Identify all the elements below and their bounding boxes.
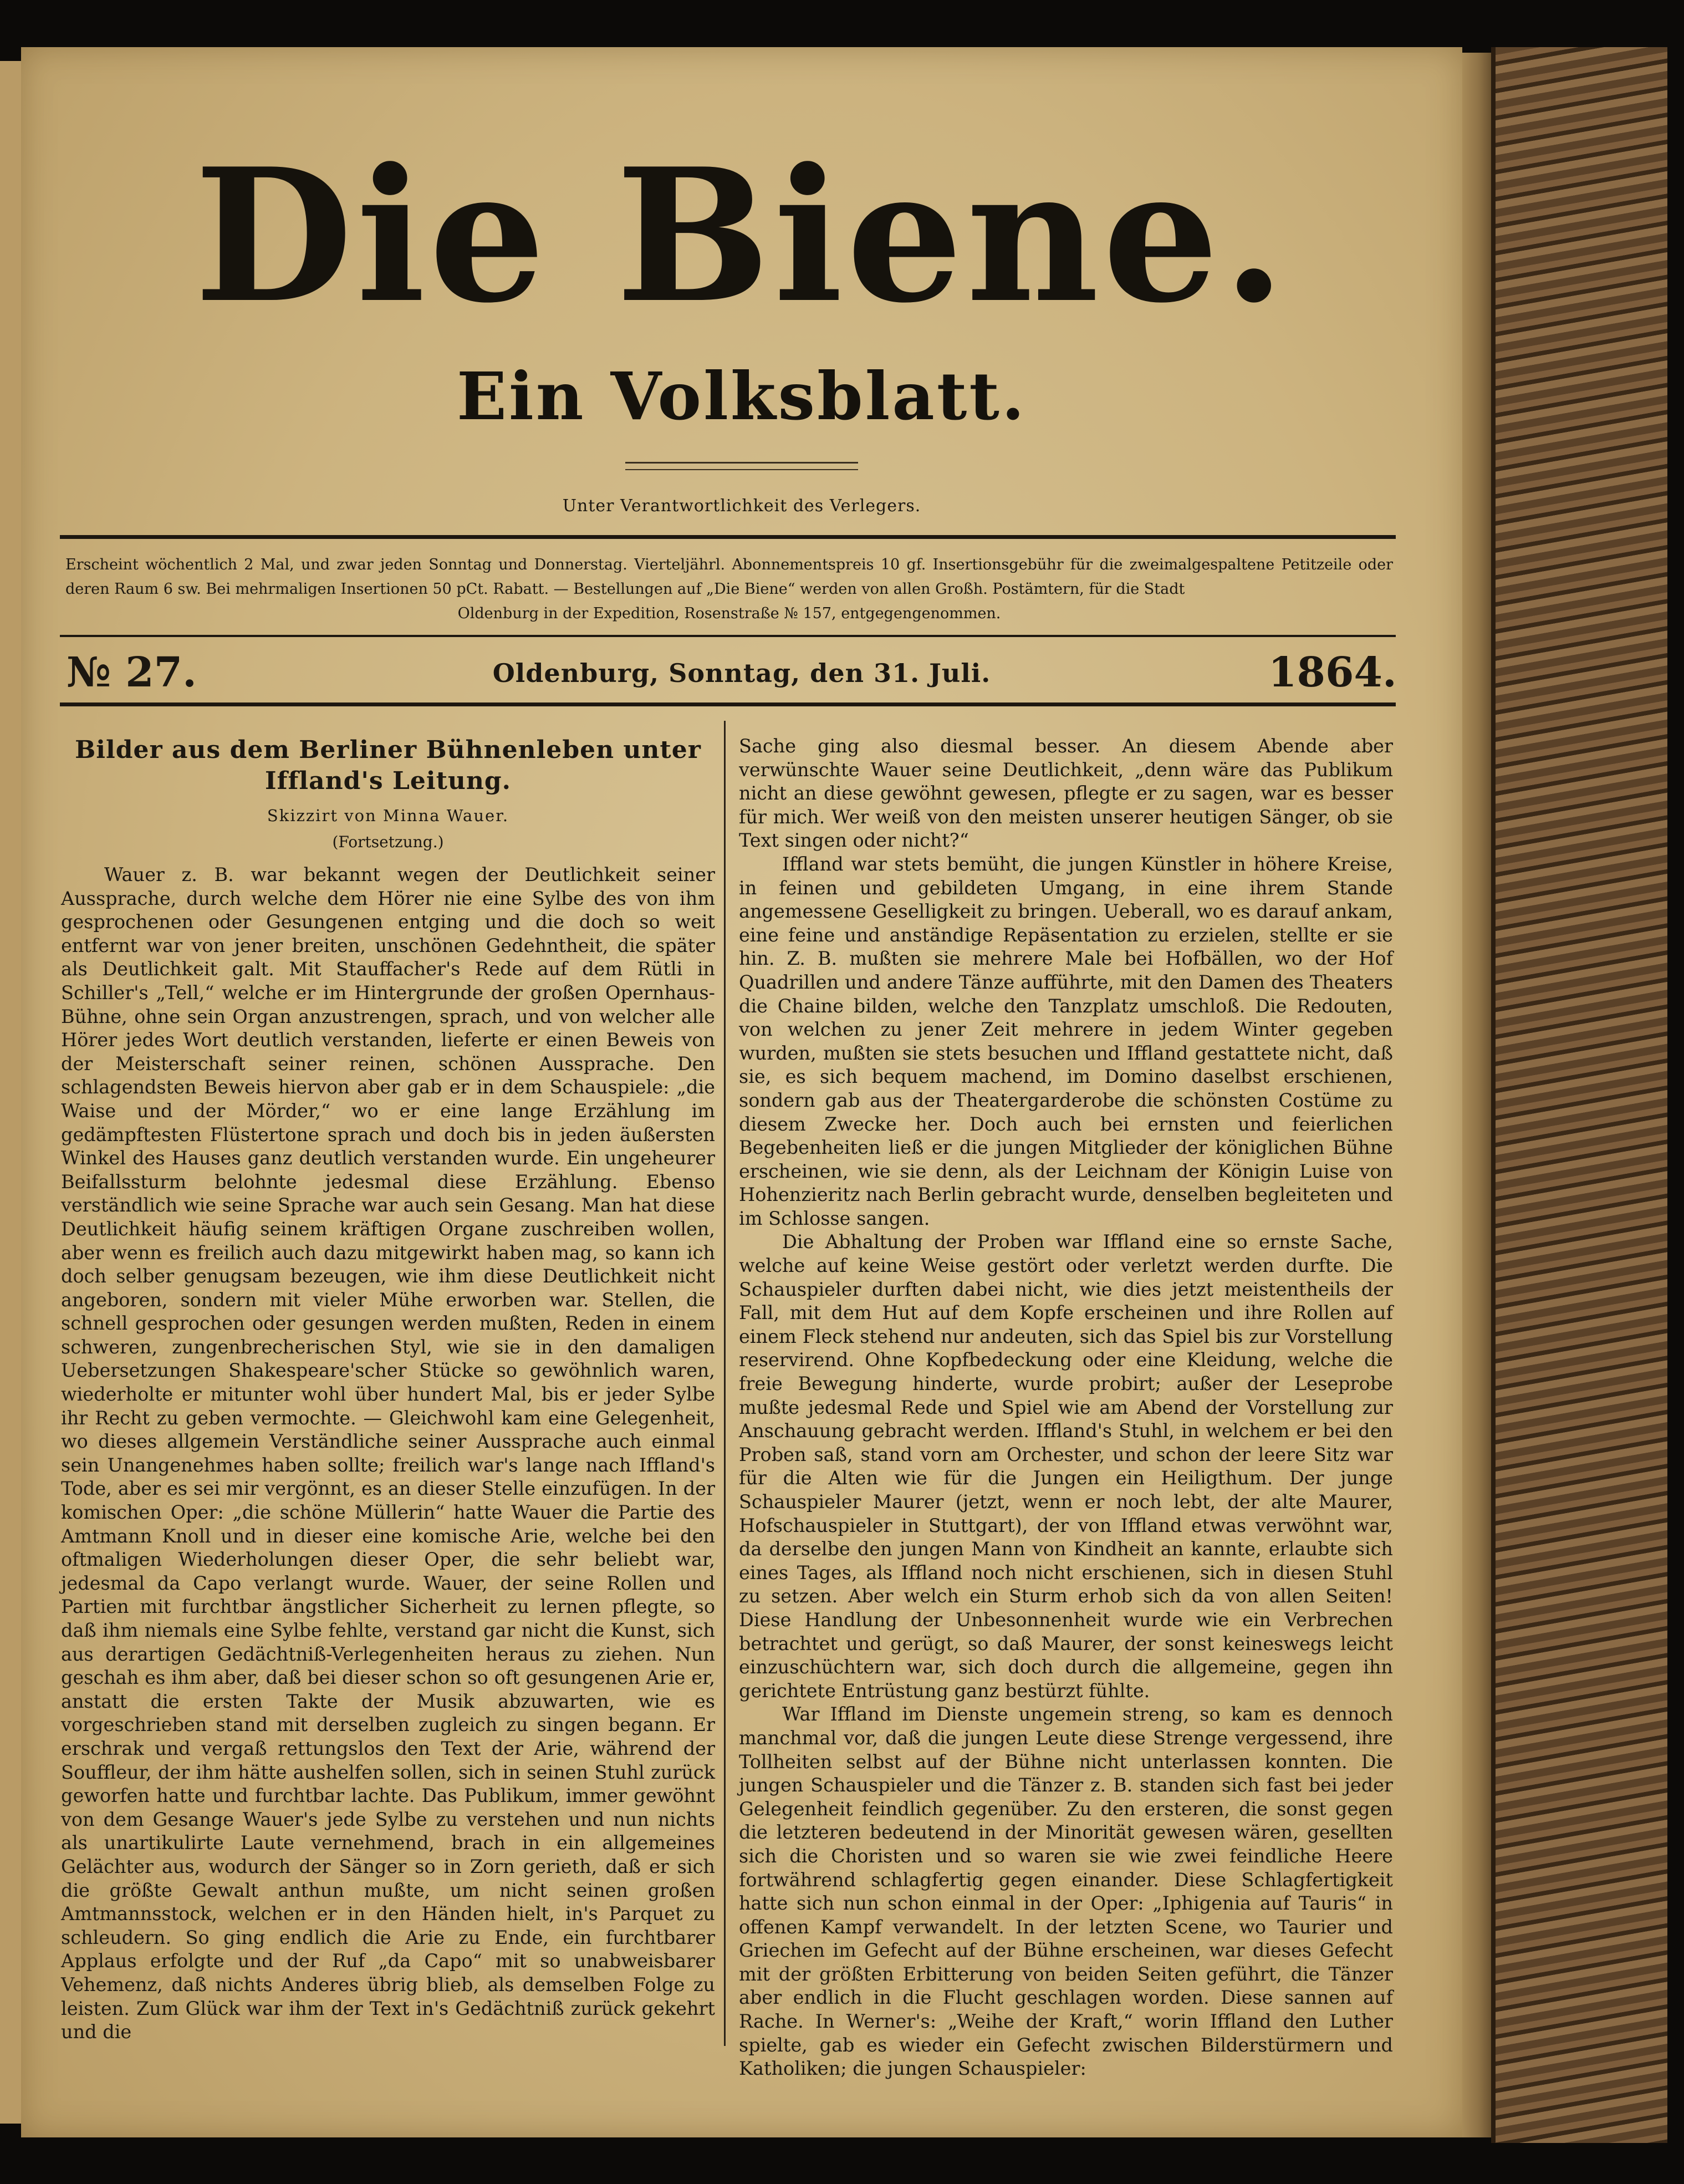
column-divider [724,721,726,2046]
issue-year: 1864. [1268,649,1397,696]
article-column-left [61,735,715,2044]
header-rule-top [60,535,1396,539]
article-column-right [739,735,1393,2081]
facing-page-edge [0,61,22,2124]
article-paragraph: Sache ging also diesmal besser. An diesem Abende aber verwünschte Wauer seine Deutlichkeit, „denn wäre das Publikum nicht an diese gewöhnt gewesen, pflegte er zu sagen, war es besser für mich. Wer weiß von den meisten unserer heutigen Sänger, ob sie Text singen oder nicht?“ [739,735,1393,852]
article-paragraph: War Iffland im Dienste ungemein streng, so kam es dennoch manchmal vor, daß die jungen Leute diese Strenge vergessend, ihre Tollheiten selbst auf der Bühne nicht unterlassen konnten. Die jungen Schauspieler und die Tänzer z. B. standen sich fast bei jeder Gelegenheit feindlich gegenüber. Zu den ersteren, die sonst gegen die letzteren bedeutend in der Minorität gewesen wären, gesellten sich die Choristen und so waren sie wie zwei feindliche Heere fortwährend schlagfertig gegen einander. Diese Schlagfertigkeit hatte sich nun schon einmal in der Oper: „Iphigenia auf Tauris“ in offenen Kampf verwandelt. In der letzten Scene, wo Taurier und Griechen im Gefecht auf der Bühne erscheinen, war dieses Gefecht mit der größten Erbitterung von beiden Seiten geführt, die Tänzer aber endlich in die Flucht geschlagen worden. Diese sannen auf Rache. In Werner's: „Weihe der Kraft,“ worin Iffland den Luther spielte, gab es wieder ein Gefecht zwischen Bilderstürmern und Katholiken; die jungen Schauspieler: [739,1703,1393,2080]
article-paragraph: Die Abhaltung der Proben war Iffland eine so ernste Sache, welche auf keine Weise gestört oder verletzt werden durfte. Die Schauspieler durften dabei nicht, wie dies jetzt meistentheils der Fall, mit dem Hut auf dem Kopfe erscheinen und ihre Rollen auf einem Fleck stehend nur andeuten, sich das Spiel bis zur Vorstellung reservirend. Ohne Kopfbedeckung oder eine Kleidung, welche die freie Bewegung hinderte, wurde probirt; außer der Leseprobe mußte jedesmal Rede und Spiel wie am Abend der Vorstellung zur Anschauung gebracht werden. Iffland's Stuhl, in welchem er bei den Proben saß, stand vorn am Orchester, und schon der leere Sitz war für die Alten wie für die Jungen ein Heiligthum. Der junge Schauspieler Maurer (jetzt, wenn er noch lebt, der alte Maurer, Hofschauspieler in Stuttgart), der von Iffland etwas verwöhnt war, da derselbe den jungen Mann von Kindheit an kannte, erlaubte sich eines Tages, als Iffland noch nicht erschienen, sich in diesen Stuhl zu setzen. Aber welch ein Sturm erhob sich da von allen Seiten! Diese Handlung der Unbesonnenheit wurde wie ein Verbrechen betrachtet und gerügt, so daß Maurer, der sonst keineswegs leicht einzuschüchtern war, sich doch durch die allgemeine, gegen ihn gerichtete Entrüstung ganz bestürzt fühlte. [739,1231,1393,1702]
header-rule-bottom [60,702,1396,706]
ornamental-rule [625,462,858,470]
subscription-notice-last-line: Oldenburg in der Expedition, Rosenstraße № 157, entgegengenommen. [457,605,1001,622]
article-paragraph: Iffland war stets bemüht, die jungen Künstler in höhere Kreise, in feinen und gebildeten Umgang, in eine ihrem Stande angemessene Geselligkeit zu bringen. Ueberall, wo es darauf ankam, eine feine und anständige Repäsentation zu erzielen, stellte er sie hin. Z. B. mußten sie mehrere Male bei Hofbällen, wo der Hof Quadrillen und andere Tänze aufführte, mit den Damen des Theaters die Chaine bilden, welche den Tanzplatz umschloß. Die Redouten, von welchen zu jener Zeit mehrere in jedem Winter gegeben wurden, mußten sie stets besuchen und Iffland gestattete nicht, daß sie, es sich bequem machend, im Domino daselbst erschienen, sondern gab aus der Theatergarderobe die schönsten Costüme zu diesem Zwecke her. Doch auch bei ernsten und feierlichen Begebenheiten ließ er die jungen Mitglieder der königlichen Bühne erscheinen, wie sie denn, als der Leichnam der Königin Luise von Hohenzieritz nach Berlin gebracht wurde, denselben begleiteten und im Schlosse sangen. [739,853,1393,1229]
publisher-responsibility-line: Unter Verantwortlichkeit des Verlegers. [562,496,921,516]
newspaper-page [21,47,1462,2137]
issue-number: № 27. [67,649,197,696]
header-rule-middle [60,635,1396,637]
dateline: Oldenburg, Sonntag, den 31. Juli. [492,658,991,688]
article-title: Bilder aus dem Berliner Bühnenleben unter Iffland's Leitung. [75,736,701,795]
article-byline: Skizzirt von Minna Wauer. [267,806,509,825]
subscription-notice-text: Erscheint wöchentlich 2 Mal, und zwar jeden Sonntag und Donnerstag. Vierteljährl. Abonnementspreis 10 gf. Insertionsgebühr für die zweimalgespaltene Petitzeile oder deren Raum 6 sw. Bei mehrmaligen Insertionen 50 pCt. Rabatt. — Bestellungen auf „Die Biene“ werden von allen Großh. Postämtern, für die Stadt [65,556,1393,598]
book-binding [1491,47,1667,2143]
subscription-notice [65,553,1393,626]
article-paragraph: Wauer z. B. war bekannt wegen der Deutlichkeit seiner Aussprache, durch welche dem Hörer nie eine Sylbe des von ihm gesprochenen oder Gesungenen entging und die doch so weit entfernt war von jener breiten, unschönen Gedehntheit, die später als Deutlichkeit galt. Mit Stauffacher's Rede auf dem Rütli in Schiller's „Tell,“ welche er im Hintergrunde der großen Opernhaus-Bühne, ohne sein Organ anzustrengen, sprach, und von welcher alle Hörer jedes Wort deutlich verstanden, lieferte er einen Beweis von der Meisterschaft seiner reinen, schönen Aussprache. Den schlagendsten Beweis hiervon aber gab er in dem Schauspiele: „die Waise und der Mörder,“ wo er eine lange Erzählung im gedämpftesten Flüstertone sprach und doch bis in jeden äußersten Winkel des Hauses ganz deutlich verstanden wurde. Ein ungeheurer Beifallssturm belohnte jedesmal diese Erzählung. Ebenso verständlich wie seine Sprache war auch sein Gesang. Man hat diese Deutlichkeit häufig seinem kräftigen Organe zuschreiben wollen, aber wenn es freilich auch dazu mitgewirkt haben mag, so kann ich doch selber genugsam bezeugen, wie ihm diese Deutlichkeit nicht angeboren, sondern mit vieler Mühe erworben war. Stellen, die schnell gesprochen oder gesungen werden mußten, Reden in einem schweren, zungenbrecherischen Styl, wie sie in den damaligen Uebersetzungen Shakespeare'scher Stücke so gewöhnlich waren, wiederholte er mitunter wohl über hundert Mal, bis er jeder Sylbe ihr Recht zu geben vermochte. — Gleichwohl kam eine Gelegenheit, wo dieses allgemein Verständliche seiner Aussprache auch einmal sein Unangenehmes haben sollte; freilich war's lange nach Iffland's Tode, aber es sei mir vergönnt, es an dieser Stelle einzufügen. In der komischen Oper: „die schöne Müllerin“ hatte Wauer die Partie des Amtmann Knoll und in dieser eine komische Arie, welche bei den oftmaligen Wiederholungen dieser Oper, die sehr beliebt war, jedesmal da Capo verlangt wurde. Wauer, der seine Rollen und Partien mit furchtbar ängstlicher Sicherheit zu lernen pflegte, so daß ihm niemals eine Sylbe fehlte, verstand gar nicht die Kunst, sich aus derartigen Gedächtniß-Verlegenheiten heraus zu ziehen. Nun geschah es ihm aber, daß bei dieser schon so oft gesungenen Arie er, anstatt die ersten Takte der Musik abzuwarten, wie es vorgeschrieben stand mit derselben zugleich zu singen begann. Er erschrak und vergaß rettungslos den Text der Arie, während der Souffleur, der ihm hätte aushelfen sollen, sich in seinen Stuhl zurück geworfen hatte und furchtbar lachte. Das Publikum, immer gewöhnt von dem Gesange Wauer's jede Sylbe zu verstehen und nun nichts als unartikulirte Laute vernehmend, brach in ein allgemeines Gelächter aus, wodurch der Sänger so in Zorn gerieth, daß er sich die größte Gewalt anthun mußte, um nicht seinen großen Amtmannsstock, welchen er in den Händen hielt, in's Parquet zu schleudern. So ging endlich die Arie zu Ende, ein furchtbarer Applaus erfolgte und der Ruf „da Capo“ mit so unabweisbarer Vehemenz, daß nichts Anderes übrig blieb, als demselben Folge zu leisten. Zum Glück war ihm der Text in's Gedächtniß zurück gekehrt und die [61,864,715,2043]
article-continued-note: (Fortsetzung.) [332,833,444,851]
masthead-subtitle: Ein Volksblatt. [457,358,1027,435]
masthead-title: Die Biene. [194,128,1289,343]
